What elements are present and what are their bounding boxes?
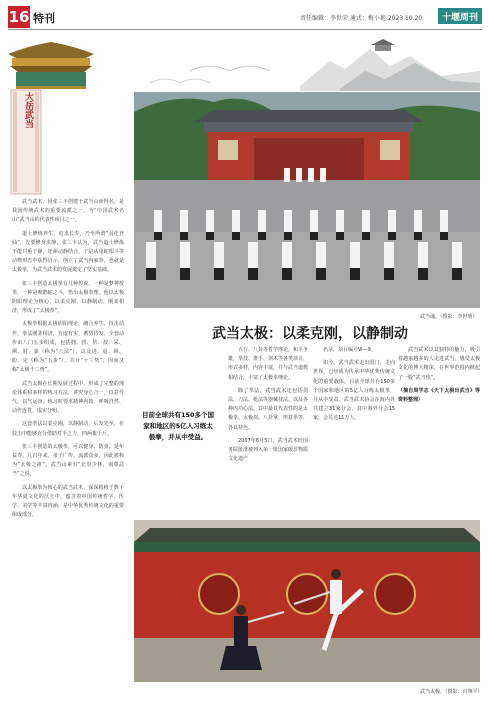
paragraph: 除了拳法，武当武术还包括剑法、刀法、枪法等器械技法，以及各种内功心法。其中最具代表性的是太极拳、太极剑、八卦掌、形意拳等，各具特色。 bbox=[228, 387, 308, 431]
editor-credits: 责任编辑：李世荣 通式：梅小艳 2023.10.20 bbox=[300, 15, 423, 22]
masthead-badge: 十堰周刊 bbox=[438, 8, 482, 24]
article-column-3 bbox=[313, 346, 395, 514]
pull-quote: 目前全球共有150多个国家和地区的5亿人习练太极拳，并从中受益。 bbox=[141, 411, 215, 441]
page-number: 16 bbox=[8, 8, 30, 26]
paragraph: 道士修炼养生，追求长寿，乃至所谓“羽化登仙”，先要修身求静，张三丰认为，武当道士修炼不能只重于静，还须动静结合，于是从龟蛇相斗等动物形态中获得启示，创立了武当内家拳，也就是太极拳，为武当武术的发展奠定了坚实基础。 bbox=[12, 230, 124, 274]
paragraph: 如今，武当武术走出国门，走向世界，已经成为传承中华优秀传统文化的重要载体。目前全球共有150多个国家和地区的5亿人习练太极拳，并从中受益。武当武术协会在海内外共建立31家分会，其中海外分会15家，会员达11万人。 bbox=[313, 360, 395, 422]
article-headline: 武当太极：以柔克刚，以静制动 bbox=[212, 326, 408, 342]
paragraph: 张三丰创造太极拳有几种传说，一种是梦神授拳，一种是观鹊蛇之斗，悟出太极拳理。他以太极阴阳理论为核心，以柔克刚、以静制动，刚柔相济，形成了“太极拳”。 bbox=[12, 280, 124, 315]
article-source-note: （摘自周学志《天下太极出武当》等资料整理） bbox=[398, 387, 480, 404]
photo2-caption: 武当太极。（摄影：百翔平） bbox=[420, 689, 483, 695]
temple-taichi-group-photo bbox=[134, 92, 480, 308]
paragraph: 这套拳法以柔克刚，以静制动，后发先至，在技击中能够充分借助对手之力，四两拨千斤。 bbox=[12, 421, 124, 437]
paragraph: 2007年6月5日，武当武术经国务院批准被列入第一批国家级非物质文化遗产 bbox=[228, 437, 308, 463]
article-column-left bbox=[12, 198, 124, 696]
paragraph: 名录，项目编号Ⅵ—9。 bbox=[323, 347, 376, 353]
header-divider bbox=[8, 29, 482, 30]
banner-title: 大岳武当 bbox=[23, 92, 33, 128]
photo1-caption: 武当魂。（摄影：李世明） bbox=[420, 314, 478, 320]
article-column-4 bbox=[398, 346, 480, 514]
paragraph: 武当武术，因张三丰创建于武当山而得名，是我国传统武术的重要流派之一，为“中国武术名山”武当山的代表性项目之一。 bbox=[12, 199, 124, 224]
article-column-2 bbox=[228, 346, 308, 514]
paragraph: 五行、八卦等哲学理论，和平争雄，拳技、推手、剑术等各类项目，形式多样，内容丰富，并与武当道教相结合，丰富了太极拳理论。 bbox=[228, 347, 308, 381]
paragraph: 太极拳根据太极阴阳理论，融合养生、技击动作，拳法刚柔相济，有虚有实，蓄势待发。全套动作由八门五步组成，包括拥、捋、挤、按、采、挒、肘、靠（称为“八法”），以及进、退、顾、盼、定（称为“五步”），共计“十三势”，因而又称“太极十三势”。 bbox=[12, 321, 124, 374]
paragraph: 武当武术以其独特的魅力，吸引着越来越多的人走进武当，感受太极文化的博大精深，在世界范围内掀起了一股“武当热”。 bbox=[398, 347, 480, 381]
paragraph: 武当太极在长期发展过程中，形成了完整的理论体系和多样的练习方法，讲究身心合一，以意导气，以气运身。练习时要求精神内敛、呼吸自然、动作连贯、虚实分明。 bbox=[12, 380, 124, 415]
taichi-duo-photo bbox=[134, 520, 480, 682]
paragraph: 张三丰创造的太极拳，可以健身、防身、延年益寿，几百年来，弟子广传，流派众多，因此被称为“太极之祖”。武当山素有“北崇少林，南尊武当”之说。 bbox=[12, 443, 124, 478]
mountain-ink-decoration bbox=[40, 31, 480, 91]
paragraph: 以太极拳为核心的武当武术，深深根植于数千年华夏文化的沃土中，蕴含着中国传统哲学、医学、美学等丰富内涵，是中华优秀传统文化的重要组成部分。 bbox=[12, 484, 124, 519]
page-section-name: 特刊 bbox=[33, 12, 55, 25]
